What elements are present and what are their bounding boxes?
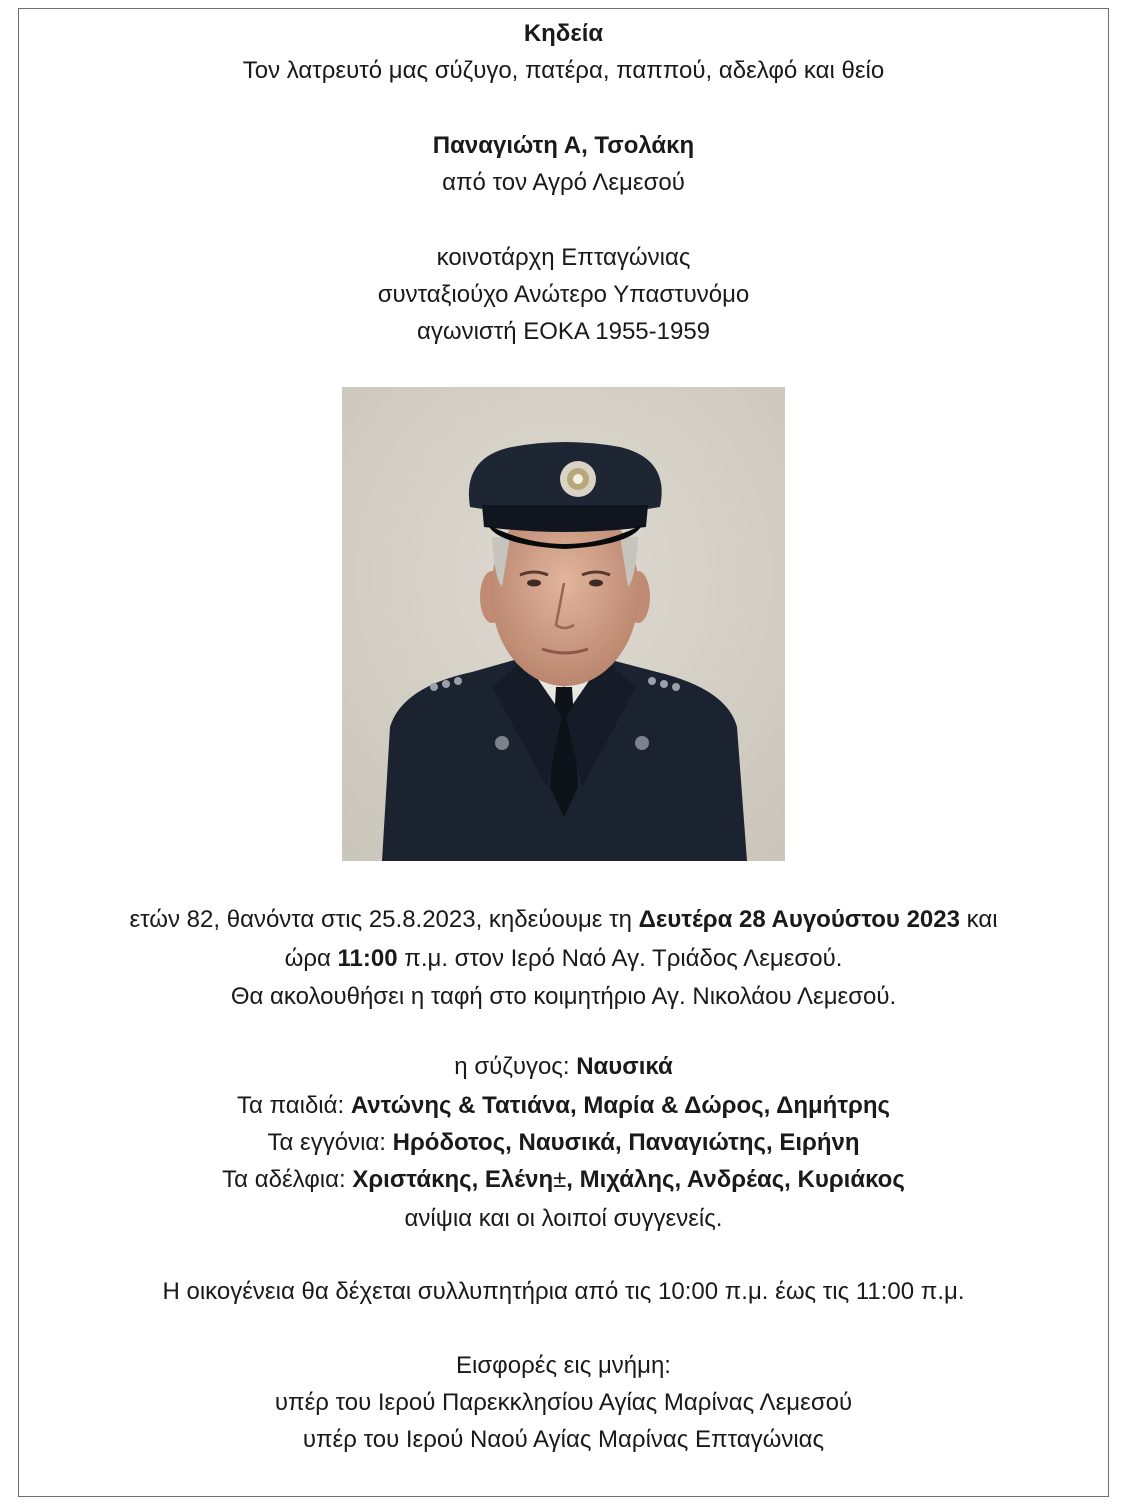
role-line: κοινοτάρχη Επταγώνιας [436, 244, 691, 271]
burial-line: Θα ακολουθήσει η ταφή στο κοιμητήριο Αγ. Νικολάου Λεμεσού. [230, 983, 897, 1010]
siblings-line: Τα αδέλφια: Χριστάκης, Ελένη±, Μιχάλης, Ανδρέας, Κυριάκος [222, 1166, 905, 1193]
intro-text: Τον λατρευτό μας σύζυγο, πατέρα, παππού, αδελφό και θείο [242, 57, 885, 84]
deceased-origin: από τον Αγρό Λεμεσού [442, 169, 685, 196]
details-line-1: ετών 82, θανόντα στις 25.8.2023, κηδεύουμε τη Δευτέρα 28 Αυγούστου 2023 και [129, 906, 998, 933]
relatives-line: ανίψια και οι λοιποί συγγενείς. [404, 1205, 723, 1232]
donations-heading: Εισφορές εις μνήμη: [456, 1352, 671, 1379]
notice-title: Κηδεία [523, 20, 604, 47]
deceased-name: Παναγιώτη Α, Τσολάκη [432, 132, 695, 159]
grandchildren-line: Τα εγγόνια: Ηρόδοτος, Ναυσικά, Παναγιώτης, Ειρήνη [267, 1129, 860, 1156]
donation-item: υπέρ του Ιερού Παρεκκλησίου Αγίας Μαρίνας Λεμεσού [274, 1389, 853, 1416]
spouse-line: η σύζυγος: Ναυσικά [454, 1053, 673, 1080]
donation-item: υπέρ του Ιερού Ναού Αγίας Μαρίνας Επταγώνιας [302, 1426, 825, 1453]
role-line: αγωνιστή ΕΟΚΑ 1955-1959 [416, 318, 711, 345]
children-line: Τα παιδιά: Αντώνης & Τατιάνα, Μαρία & Δώρος, Δημήτρης [236, 1092, 891, 1119]
condolences-line: Η οικογένεια θα δέχεται συλλυπητήρια από τις 10:00 π.μ. έως τις 11:00 π.μ. [162, 1278, 965, 1305]
portrait-photo [342, 387, 785, 861]
details-line-2: ώρα 11:00 π.μ. στον Ιερό Ναό Αγ. Τριάδος Λεμεσού. [284, 945, 843, 972]
role-line: συνταξιούχο Ανώτερο Υπαστυνόμο [377, 281, 750, 308]
